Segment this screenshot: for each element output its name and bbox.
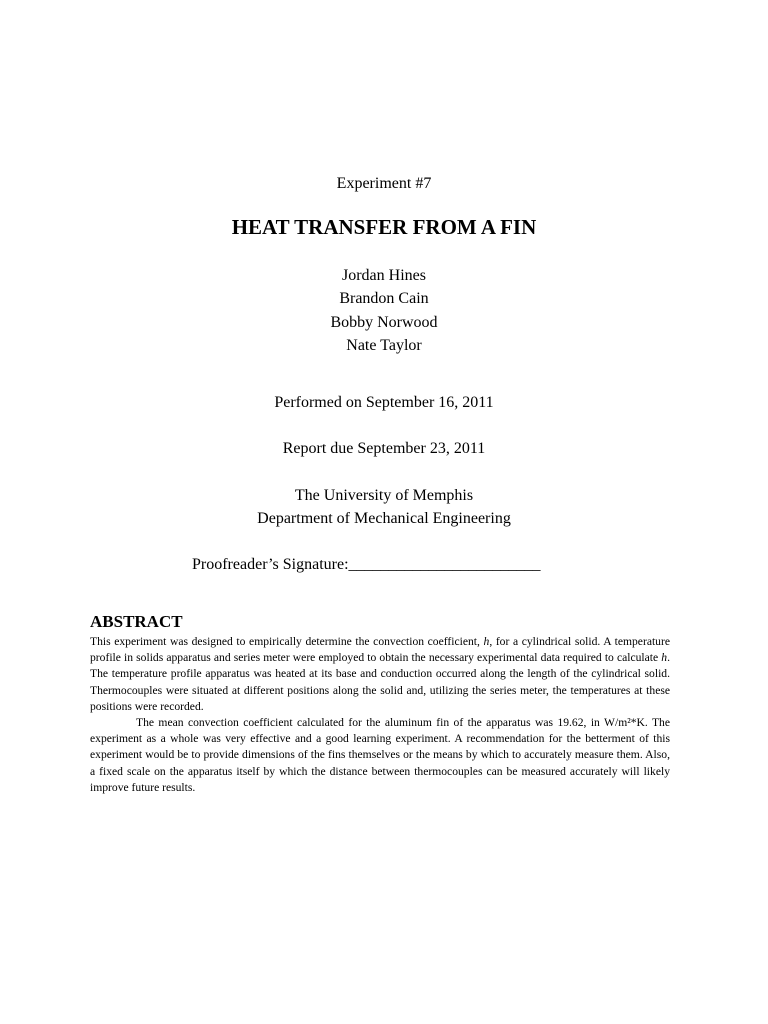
abstract-text: This experiment was designed to empirically determine the convection coefficient, [90,635,484,648]
author-name: Bobby Norwood [330,313,438,331]
variable-h: h [483,635,490,648]
due-date: Report due September 23, 2011 [282,440,486,457]
author-name: Nate Taylor [346,336,422,354]
abstract-paragraph [90,634,670,715]
department-name: Department of Mechanical Engineering [257,510,511,527]
author-name: Jordan Hines [342,267,426,284]
abstract-text: . The temperature profile apparatus was heated at its base and conduction occurred along the length of the cylindrical solid. Thermocouples were situated at different positions along the solid and, utilizing the series meter, the temperatures at these positions were recorded. [90,651,670,713]
experiment-number: Experiment #7 [336,175,432,192]
proofreader-signature-line: Proofreader’s Signature:________________________ [192,556,541,573]
variable-h: h [661,651,668,665]
author-name: Brandon Cain [339,290,429,308]
abstract-heading: ABSTRACT [90,612,183,631]
report-title: HEAT TRANSFER FROM A FIN [231,215,537,239]
author-list [0,264,768,357]
performed-date: Performed on September 16, 2011 [274,394,494,411]
university-name: The University of Memphis [294,487,474,504]
abstract-text: , for a cylindrical solid. A temperature profile in solids apparatus and series meter were employed to obtain the necessary experimental data required to calculate [90,635,670,665]
abstract-paragraph: The mean convection coefficient calculated for the aluminum fin of the apparatus was 19.62, in W/m²*K. The experiment as a whole was very effective and a good learning experiment. A recommendation for the betterment of this experiment would be to provide dimensions of the fins themselves or the means by which to accurately measure them. Also, a fixed scale on the apparatus itself by which the distance between thermocouples can be measured accurately will likely improve future results. [90,716,670,794]
abstract-body [90,634,670,796]
